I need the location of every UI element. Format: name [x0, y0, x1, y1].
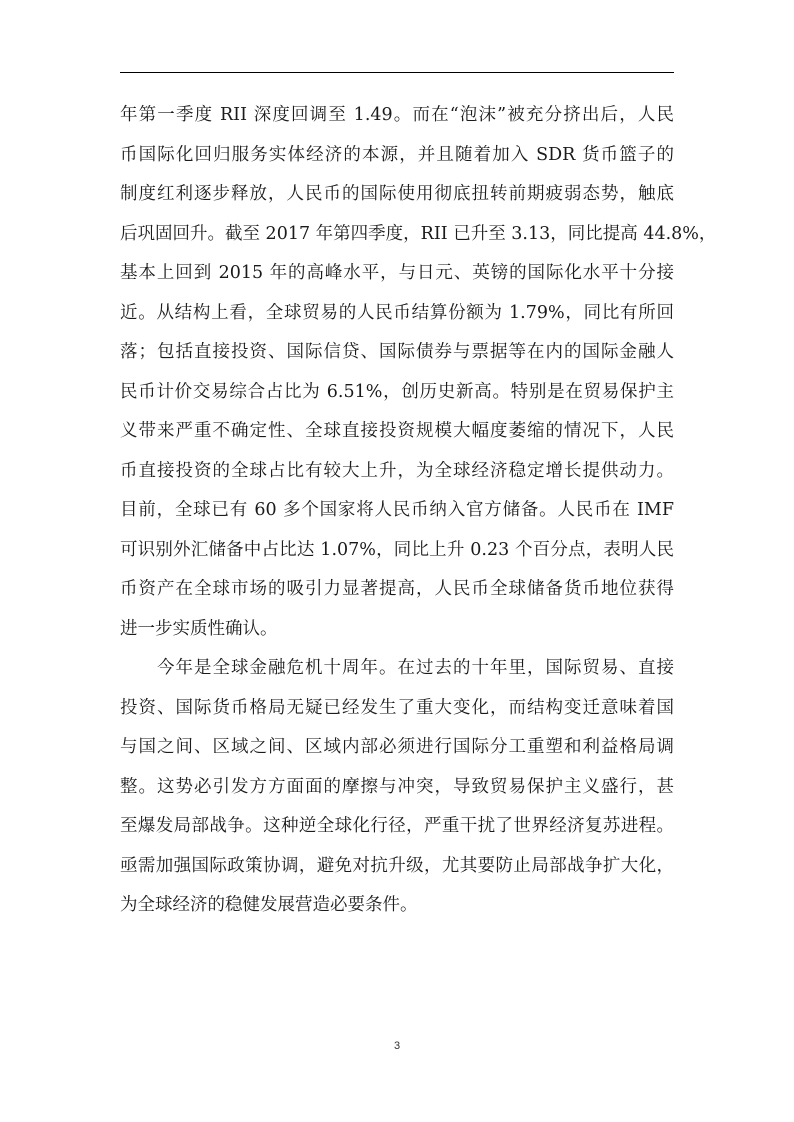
- text-line: 目前，全球已有 60 多个国家将人民币纳入官方储备。人民币在 IMF: [120, 500, 674, 520]
- text-line: 币国际化回归服务实体经济的本源，并且随着加入 SDR 货币篮子的: [120, 144, 674, 165]
- text-line: 币直接投资的全球占比有较大上升，为全球经济稳定增长提供动力。: [120, 460, 674, 481]
- text-line: 为全球经济的稳健发展营造必要条件。: [120, 895, 418, 915]
- text-line: 币资产在全球市场的吸引力显著提高，人民币全球储备货币地位获得: [120, 579, 674, 599]
- text-line: 投资、国际货币格局无疑已经发生了重大变化，而结构变迁意味着国: [120, 697, 674, 718]
- text-line: 可识别外汇储备中占比达 1.07%，同比上升 0.23 个百分点，表明人民: [120, 539, 674, 560]
- text-line: 年第一季度 RII 深度回调至 1.49。而在“泡沫”被充分挤出后，人民: [120, 105, 674, 125]
- paragraph-2: [120, 649, 674, 926]
- text-line: 制度红利逐步释放，人民币的国际使用彻底扭转前期疲弱态势，触底: [120, 184, 674, 204]
- text-line: 落；包括直接投资、国际信贷、国际债券与票据等在内的国际金融人: [120, 342, 674, 362]
- text-line: 今年是全球金融危机十周年。在过去的十年里，国际贸易、直接: [157, 658, 674, 678]
- page-number: 3: [393, 1040, 401, 1052]
- paragraph-1: [120, 96, 717, 649]
- text-line: 至爆发局部战争。这种逆全球化行径，严重干扰了世界经济复苏进程。: [120, 816, 674, 836]
- text-line: 整。这势必引发方方面面的摩擦与冲突，导致贸易保护主义盛行，甚: [120, 776, 674, 797]
- body-text: [120, 96, 717, 926]
- text-line: 后巩固回升。截至 2017 年第四季度，RII 已升至 3.13，同比提高 44.8%，: [120, 223, 717, 244]
- text-line: 义带来严重不确定性、全球直接投资规模大幅度萎缩的情况下，人民: [120, 421, 674, 441]
- text-line: 近。从结构上看，全球贸易的人民币结算份额为 1.79%，同比有所回: [120, 302, 674, 323]
- text-line: 基本上回到 2015 年的高峰水平，与日元、英镑的国际化水平十分接: [120, 263, 674, 283]
- text-line: 与国之间、区域之间、区域内部必须进行国际分工重塑和利益格局调: [120, 737, 674, 757]
- text-line: 亟需加强国际政策协调，避免对抗升级，尤其要防止局部战争扩大化，: [120, 855, 674, 876]
- text-line: 民币计价交易综合占比为 6.51%，创历史新高。特别是在贸易保护主: [120, 381, 674, 402]
- header-rule: [120, 72, 674, 73]
- text-line: 进一步实质性确认。: [120, 618, 278, 639]
